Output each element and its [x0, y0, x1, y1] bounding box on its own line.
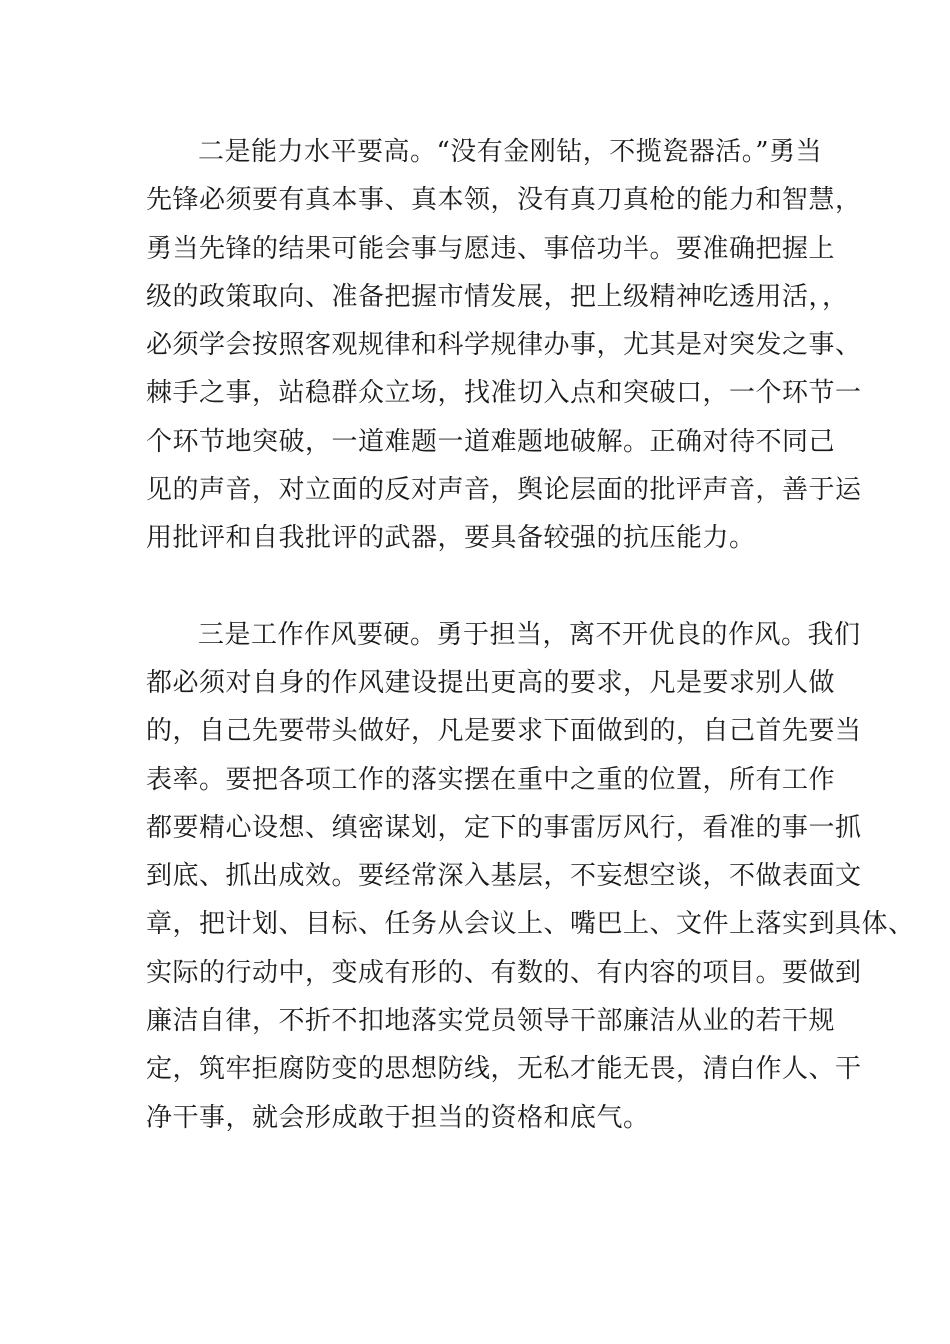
text-line: 定，筑牢拒腐防变的思想防线，无私才能无畏，清白作人、干	[146, 1054, 862, 1085]
text-line: 实际的行动中，变成有形的、有数的、有内容的项目。要做到	[146, 957, 862, 988]
paragraph-spacer	[146, 563, 826, 611]
paragraph-ability	[146, 128, 862, 563]
text-line: 净干事，就会形成敢于担当的资格和底气。	[146, 1102, 650, 1133]
text-line: 都必须对自身的作风建设提出更高的要求，凡是要求别人做	[146, 667, 836, 698]
document-body	[146, 128, 915, 1142]
text-line: 级的政策取向、准备把握市情发展，把上级精神吃透用活，，	[146, 281, 849, 312]
text-line: 二是能力水平要高。“没有金刚钻，不揽瓷器活。”勇当	[198, 137, 823, 167]
text-line: 三是工作作风要硬。勇于担当，离不开优良的作风。我们	[198, 619, 861, 650]
text-line: 必须学会按照客观规律和科学规律办事，尤其是对突发之事、	[146, 330, 862, 361]
text-line: 个环节地突破，一道难题一道难题地破解。正确对待不同己	[146, 426, 836, 457]
text-line: 都要精心设想、缜密谋划，定下的事雷厉风行，看准的事一抓	[146, 812, 862, 843]
text-line: 到底、抓出成效。要经常深入基层，不妄想空谈，不做表面文	[146, 861, 862, 892]
text-line: 表率。要把各项工作的落实摆在重中之重的位置，所有工作	[146, 764, 836, 795]
text-line: 的，自己先要带头做好，凡是要求下面做到的，自己首先要当	[146, 716, 862, 747]
text-line: 勇当先锋的结果可能会事与愿违、事倍功半。要准确把握上	[146, 233, 836, 264]
paragraph-work-style	[146, 611, 915, 1142]
text-line: 见的声音，对立面的反对声音，舆论层面的批评声音，善于运	[146, 475, 862, 506]
text-line: 用批评和自我批评的武器，要具备较强的抗压能力。	[146, 523, 756, 554]
text-line: 棘手之事，站稳群众立场，找准切入点和突破口，一个环节一	[146, 378, 862, 409]
text-line: 廉洁自律，不折不扣地落实党员领导干部廉洁从业的若干规	[146, 1006, 836, 1037]
text-line: 先锋必须要有真本事、真本领，没有真刀真枪的能力和智慧，	[146, 185, 862, 216]
text-line: 章，把计划、目标、任务从会议上、嘴巴上、文件上落实到具体、	[146, 909, 915, 940]
